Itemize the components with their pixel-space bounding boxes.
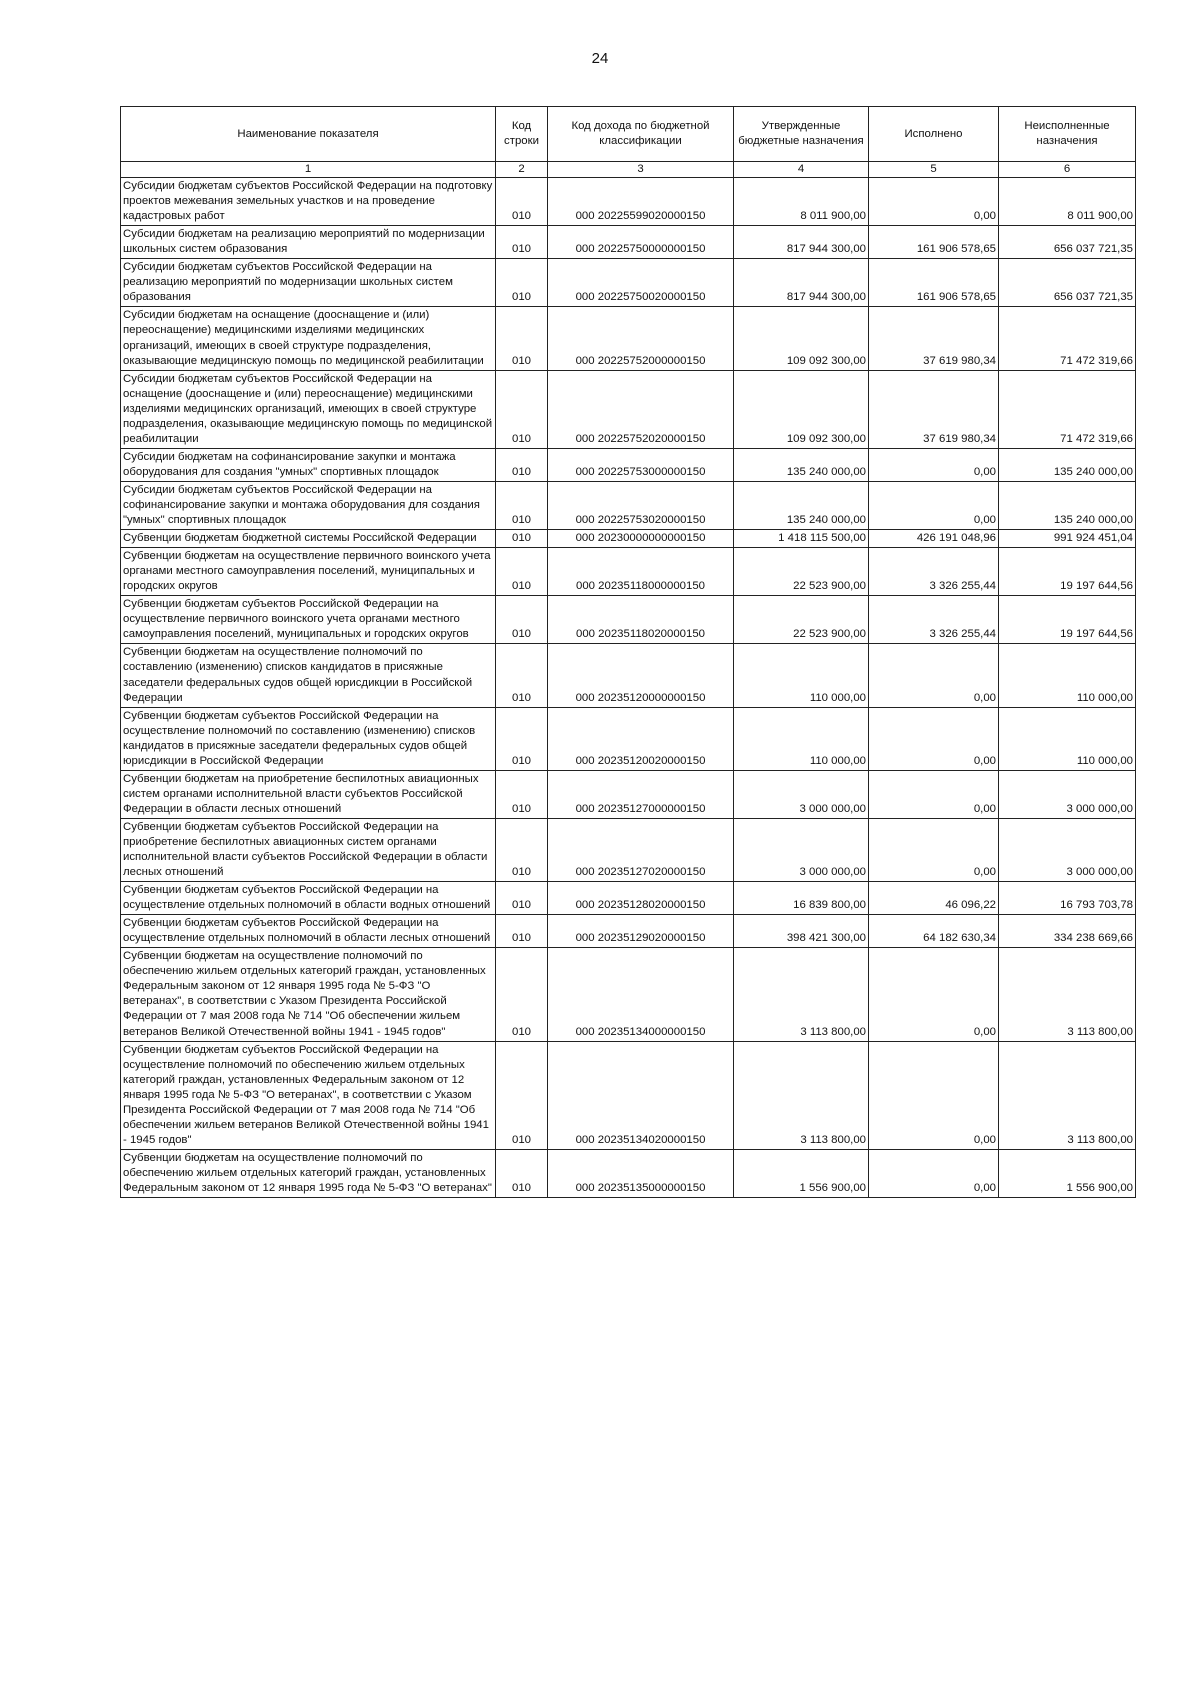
row-budget-code: 000 20225753000000150 bbox=[548, 448, 734, 481]
table-row bbox=[121, 226, 1136, 259]
row-executed: 0,00 bbox=[869, 948, 999, 1041]
row-approved: 3 000 000,00 bbox=[734, 770, 869, 818]
row-unexecuted: 110 000,00 bbox=[999, 644, 1136, 707]
table-row bbox=[121, 1149, 1136, 1197]
row-unexecuted: 334 238 669,66 bbox=[999, 915, 1136, 948]
row-unexecuted: 110 000,00 bbox=[999, 707, 1136, 770]
row-name: Субсидии бюджетам субъектов Российской Федерации на подготовку проектов межевания земельных участков и на проведение кадастровых работ bbox=[121, 178, 496, 226]
row-line-code: 010 bbox=[496, 530, 548, 548]
table-row bbox=[121, 707, 1136, 770]
row-approved: 1 418 115 500,00 bbox=[734, 530, 869, 548]
table-row bbox=[121, 1041, 1136, 1149]
row-unexecuted: 991 924 451,04 bbox=[999, 530, 1136, 548]
row-executed: 46 096,22 bbox=[869, 882, 999, 915]
row-unexecuted: 3 113 800,00 bbox=[999, 948, 1136, 1041]
row-line-code: 010 bbox=[496, 948, 548, 1041]
row-budget-code: 000 20230000000000150 bbox=[548, 530, 734, 548]
row-budget-code: 000 20235127000000150 bbox=[548, 770, 734, 818]
row-unexecuted: 656 037 721,35 bbox=[999, 259, 1136, 307]
row-name: Субвенции бюджетам субъектов Российской Федерации на осуществление полномочий по обеспечению жильем отдельных категорий граждан, установленных Федеральным законом от 12 января 1995 года № 5-ФЗ "О ветеранах", в соответствии с Указом Президента Российской Федерации от 7 мая 2008 года № 714 "Об обеспечении жильем ветеранов Великой Отечественной войны 1941 - 1945 годов" bbox=[121, 1041, 496, 1149]
row-name: Субвенции бюджетам бюджетной системы Российской Федерации bbox=[121, 530, 496, 548]
row-unexecuted: 3 000 000,00 bbox=[999, 818, 1136, 881]
row-unexecuted: 19 197 644,56 bbox=[999, 548, 1136, 596]
table-row bbox=[121, 948, 1136, 1041]
revenue-table bbox=[120, 106, 1136, 1198]
row-name: Субвенции бюджетам на осуществление первичного воинского учета органами местного самоуправления поселений, муниципальных и городских округов bbox=[121, 548, 496, 596]
row-executed: 37 619 980,34 bbox=[869, 370, 999, 448]
row-unexecuted: 135 240 000,00 bbox=[999, 481, 1136, 529]
row-name: Субсидии бюджетам субъектов Российской Федерации на реализацию мероприятий по модернизации школьных систем образования bbox=[121, 259, 496, 307]
header-indicator-name: Наименование показателя bbox=[121, 107, 496, 162]
row-line-code: 010 bbox=[496, 481, 548, 529]
row-name: Субвенции бюджетам на осуществление полномочий по составлению (изменению) списков кандидатов в присяжные заседатели федеральных судов общей юрисдикции в Российской Федерации bbox=[121, 644, 496, 707]
row-approved: 22 523 900,00 bbox=[734, 596, 869, 644]
row-executed: 3 326 255,44 bbox=[869, 548, 999, 596]
row-line-code: 010 bbox=[496, 596, 548, 644]
row-budget-code: 000 20235118020000150 bbox=[548, 596, 734, 644]
row-executed: 0,00 bbox=[869, 1041, 999, 1149]
row-approved: 16 839 800,00 bbox=[734, 882, 869, 915]
row-executed: 0,00 bbox=[869, 481, 999, 529]
row-line-code: 010 bbox=[496, 548, 548, 596]
row-executed: 3 326 255,44 bbox=[869, 596, 999, 644]
row-line-code: 010 bbox=[496, 1041, 548, 1149]
row-line-code: 010 bbox=[496, 770, 548, 818]
row-approved: 109 092 300,00 bbox=[734, 370, 869, 448]
header-unexecuted: Неисполненные назначения bbox=[999, 107, 1136, 162]
row-executed: 64 182 630,34 bbox=[869, 915, 999, 948]
header-executed: Исполнено bbox=[869, 107, 999, 162]
row-executed: 0,00 bbox=[869, 1149, 999, 1197]
row-executed: 37 619 980,34 bbox=[869, 307, 999, 370]
row-unexecuted: 656 037 721,35 bbox=[999, 226, 1136, 259]
row-executed: 0,00 bbox=[869, 818, 999, 881]
row-executed: 0,00 bbox=[869, 178, 999, 226]
row-unexecuted: 16 793 703,78 bbox=[999, 882, 1136, 915]
row-executed: 161 906 578,65 bbox=[869, 226, 999, 259]
row-name: Субсидии бюджетам субъектов Российской Федерации на софинансирование закупки и монтажа оборудования для создания "умных" спортивных площадок bbox=[121, 481, 496, 529]
table-row bbox=[121, 259, 1136, 307]
column-number: 4 bbox=[734, 162, 869, 178]
header-approved: Утвержденные бюджетные назначения bbox=[734, 107, 869, 162]
table-header-row bbox=[121, 107, 1136, 162]
row-unexecuted: 1 556 900,00 bbox=[999, 1149, 1136, 1197]
row-line-code: 010 bbox=[496, 915, 548, 948]
row-budget-code: 000 20225752000000150 bbox=[548, 307, 734, 370]
row-budget-code: 000 20225599020000150 bbox=[548, 178, 734, 226]
row-line-code: 010 bbox=[496, 178, 548, 226]
row-approved: 110 000,00 bbox=[734, 707, 869, 770]
header-line-code: Код строки bbox=[496, 107, 548, 162]
table-row bbox=[121, 530, 1136, 548]
row-line-code: 010 bbox=[496, 448, 548, 481]
row-name: Субвенции бюджетам субъектов Российской Федерации на приобретение беспилотных авиационных систем органами исполнительной власти субъектов Российской Федерации в области лесных отношений bbox=[121, 818, 496, 881]
row-approved: 3 113 800,00 bbox=[734, 948, 869, 1041]
table-row bbox=[121, 770, 1136, 818]
row-budget-code: 000 20235120000000150 bbox=[548, 644, 734, 707]
row-budget-code: 000 20225750000000150 bbox=[548, 226, 734, 259]
row-executed: 0,00 bbox=[869, 448, 999, 481]
table-row bbox=[121, 596, 1136, 644]
row-budget-code: 000 20235134020000150 bbox=[548, 1041, 734, 1149]
row-budget-code: 000 20225753020000150 bbox=[548, 481, 734, 529]
row-name: Субсидии бюджетам на реализацию мероприятий по модернизации школьных систем образования bbox=[121, 226, 496, 259]
row-line-code: 010 bbox=[496, 1149, 548, 1197]
row-approved: 135 240 000,00 bbox=[734, 448, 869, 481]
row-line-code: 010 bbox=[496, 370, 548, 448]
row-approved: 817 944 300,00 bbox=[734, 226, 869, 259]
row-line-code: 010 bbox=[496, 226, 548, 259]
table-row bbox=[121, 548, 1136, 596]
row-budget-code: 000 20235118000000150 bbox=[548, 548, 734, 596]
row-unexecuted: 3 113 800,00 bbox=[999, 1041, 1136, 1149]
row-line-code: 010 bbox=[496, 307, 548, 370]
row-unexecuted: 3 000 000,00 bbox=[999, 770, 1136, 818]
table-row bbox=[121, 644, 1136, 707]
header-budget-code: Код дохода по бюджетной классификации bbox=[548, 107, 734, 162]
row-approved: 3 000 000,00 bbox=[734, 818, 869, 881]
row-budget-code: 000 20225752020000150 bbox=[548, 370, 734, 448]
table-row bbox=[121, 818, 1136, 881]
column-number: 2 bbox=[496, 162, 548, 178]
row-executed: 0,00 bbox=[869, 707, 999, 770]
row-name: Субсидии бюджетам на оснащение (дооснащение и (или) переоснащение) медицинскими изделиями медицинских организаций, имеющих в своей структуре подразделения, оказывающие медицинскую помощь по медицинской реабилитации bbox=[121, 307, 496, 370]
row-name: Субвенции бюджетам субъектов Российской Федерации на осуществление отдельных полномочий в области водных отношений bbox=[121, 882, 496, 915]
row-budget-code: 000 20235135000000150 bbox=[548, 1149, 734, 1197]
table-row bbox=[121, 882, 1136, 915]
row-line-code: 010 bbox=[496, 259, 548, 307]
row-approved: 817 944 300,00 bbox=[734, 259, 869, 307]
row-unexecuted: 71 472 319,66 bbox=[999, 370, 1136, 448]
row-name: Субсидии бюджетам на софинансирование закупки и монтажа оборудования для создания "умных" спортивных площадок bbox=[121, 448, 496, 481]
row-approved: 3 113 800,00 bbox=[734, 1041, 869, 1149]
row-unexecuted: 71 472 319,66 bbox=[999, 307, 1136, 370]
table-row bbox=[121, 481, 1136, 529]
row-executed: 426 191 048,96 bbox=[869, 530, 999, 548]
row-name: Субвенции бюджетам на приобретение беспилотных авиационных систем органами исполнительной власти субъектов Российской Федерации в области лесных отношений bbox=[121, 770, 496, 818]
column-number-row bbox=[121, 162, 1136, 178]
row-budget-code: 000 20225750020000150 bbox=[548, 259, 734, 307]
row-executed: 0,00 bbox=[869, 644, 999, 707]
row-line-code: 010 bbox=[496, 707, 548, 770]
table-row bbox=[121, 448, 1136, 481]
row-executed: 161 906 578,65 bbox=[869, 259, 999, 307]
row-name: Субвенции бюджетам на осуществление полномочий по обеспечению жильем отдельных категорий граждан, установленных Федеральным законом от 12 января 1995 года № 5-ФЗ "О ветеранах", в соответствии с Указом Президента Российской Федерации от 7 мая 2008 года № 714 "Об обеспечении жильем ветеранов Великой Отечественной войны 1941 - 1945 годов" bbox=[121, 948, 496, 1041]
row-approved: 1 556 900,00 bbox=[734, 1149, 869, 1197]
row-budget-code: 000 20235129020000150 bbox=[548, 915, 734, 948]
row-approved: 22 523 900,00 bbox=[734, 548, 869, 596]
row-executed: 0,00 bbox=[869, 770, 999, 818]
table-row bbox=[121, 370, 1136, 448]
column-number: 6 bbox=[999, 162, 1136, 178]
row-budget-code: 000 20235120020000150 bbox=[548, 707, 734, 770]
row-approved: 109 092 300,00 bbox=[734, 307, 869, 370]
row-unexecuted: 19 197 644,56 bbox=[999, 596, 1136, 644]
row-approved: 135 240 000,00 bbox=[734, 481, 869, 529]
row-line-code: 010 bbox=[496, 644, 548, 707]
row-line-code: 010 bbox=[496, 818, 548, 881]
row-approved: 398 421 300,00 bbox=[734, 915, 869, 948]
row-name: Субсидии бюджетам субъектов Российской Федерации на оснащение (дооснащение и (или) переоснащение) медицинскими изделиями медицинских организаций, имеющих в своей структуре подразделения, оказывающие медицинскую помощь по медицинской реабилитации bbox=[121, 370, 496, 448]
row-approved: 8 011 900,00 bbox=[734, 178, 869, 226]
table-row bbox=[121, 178, 1136, 226]
row-budget-code: 000 20235127020000150 bbox=[548, 818, 734, 881]
column-number: 1 bbox=[121, 162, 496, 178]
page-number: 24 bbox=[591, 50, 609, 67]
column-number: 5 bbox=[869, 162, 999, 178]
row-unexecuted: 135 240 000,00 bbox=[999, 448, 1136, 481]
row-name: Субвенции бюджетам субъектов Российской Федерации на осуществление полномочий по составлению (изменению) списков кандидатов в присяжные заседатели федеральных судов общей юрисдикции в Российской Федерации bbox=[121, 707, 496, 770]
table-row bbox=[121, 915, 1136, 948]
row-name: Субвенции бюджетам субъектов Российской Федерации на осуществление первичного воинского учета органами местного самоуправления поселений, муниципальных и городских округов bbox=[121, 596, 496, 644]
row-approved: 110 000,00 bbox=[734, 644, 869, 707]
row-name: Субвенции бюджетам на осуществление полномочий по обеспечению жильем отдельных категорий граждан, установленных Федеральным законом от 12 января 1995 года № 5-ФЗ "О ветеранах" bbox=[121, 1149, 496, 1197]
row-line-code: 010 bbox=[496, 882, 548, 915]
column-number: 3 bbox=[548, 162, 734, 178]
row-budget-code: 000 20235134000000150 bbox=[548, 948, 734, 1041]
row-name: Субвенции бюджетам субъектов Российской Федерации на осуществление отдельных полномочий в области лесных отношений bbox=[121, 915, 496, 948]
row-budget-code: 000 20235128020000150 bbox=[548, 882, 734, 915]
row-unexecuted: 8 011 900,00 bbox=[999, 178, 1136, 226]
table-row bbox=[121, 307, 1136, 370]
